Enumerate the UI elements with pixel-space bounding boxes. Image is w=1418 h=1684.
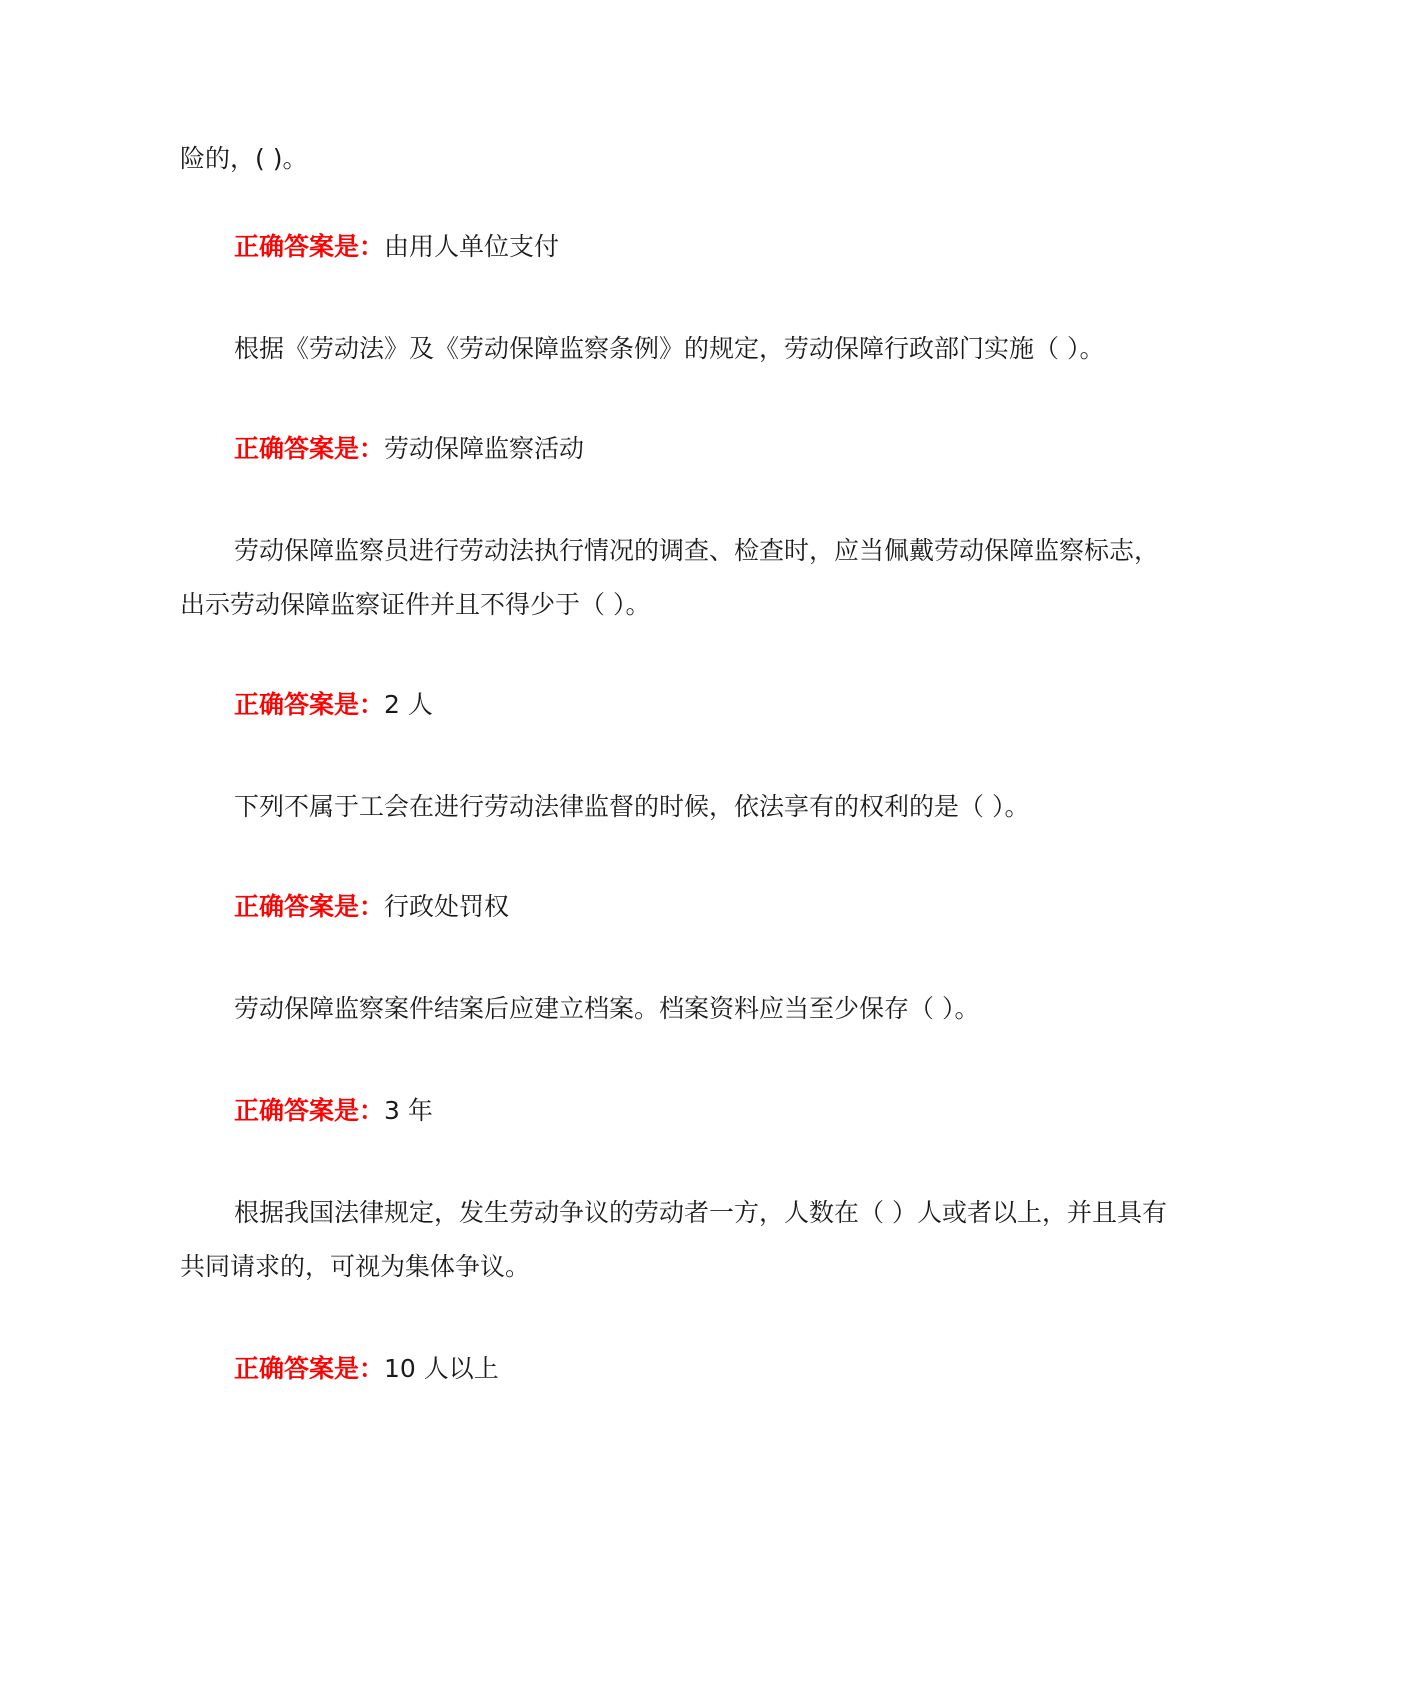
answer-line xyxy=(234,1084,1294,1138)
question-text-line: 根据我国法律规定，发生劳动争议的劳动者一方，人数在（ ）人或者以上，并且具有 xyxy=(234,1198,1167,1227)
answer-label: 正确答案是： xyxy=(234,1354,385,1383)
answer-value: 3 年 xyxy=(384,1096,433,1125)
question-text-line: 根据《劳动法》及《劳动保障监察条例》的规定，劳动保障行政部门实施（ ）。 xyxy=(234,334,1105,363)
question-text-line: 劳动保障监察案件结案后应建立档案。档案资料应当至少保存（ ）。 xyxy=(234,994,980,1023)
answer-value: 10 人以上 xyxy=(384,1354,499,1383)
answer-line xyxy=(234,422,1294,476)
answer-label: 正确答案是： xyxy=(234,1096,385,1125)
answer-value: 由用人单位支付 xyxy=(384,232,560,261)
answer-label: 正确答案是： xyxy=(234,690,385,719)
answer-label: 正确答案是： xyxy=(234,232,385,261)
question-text-line: 险的，( )。 xyxy=(180,144,308,173)
answer-value: 行政处罚权 xyxy=(384,892,510,921)
question-text-line: 出示劳动保障监察证件并且不得少于（ ）。 xyxy=(180,590,651,619)
answer-line xyxy=(234,880,1294,934)
answer-line xyxy=(234,1342,1294,1396)
answer-label: 正确答案是： xyxy=(234,892,385,921)
answer-line xyxy=(234,678,1294,732)
question-text-line: 劳动保障监察员进行劳动法执行情况的调查、检查时，应当佩戴劳动保障监察标志， xyxy=(234,536,1160,565)
answer-value: 劳动保障监察活动 xyxy=(384,434,585,463)
answer-value: 2 人 xyxy=(384,690,433,719)
answer-label: 正确答案是： xyxy=(234,434,385,463)
question-text-line: 共同请求的，可视为集体争议。 xyxy=(180,1252,531,1281)
answer-line xyxy=(234,220,1294,274)
question-text-line: 下列不属于工会在进行劳动法律监督的时候，依法享有的权利的是（ ）。 xyxy=(234,792,1030,821)
